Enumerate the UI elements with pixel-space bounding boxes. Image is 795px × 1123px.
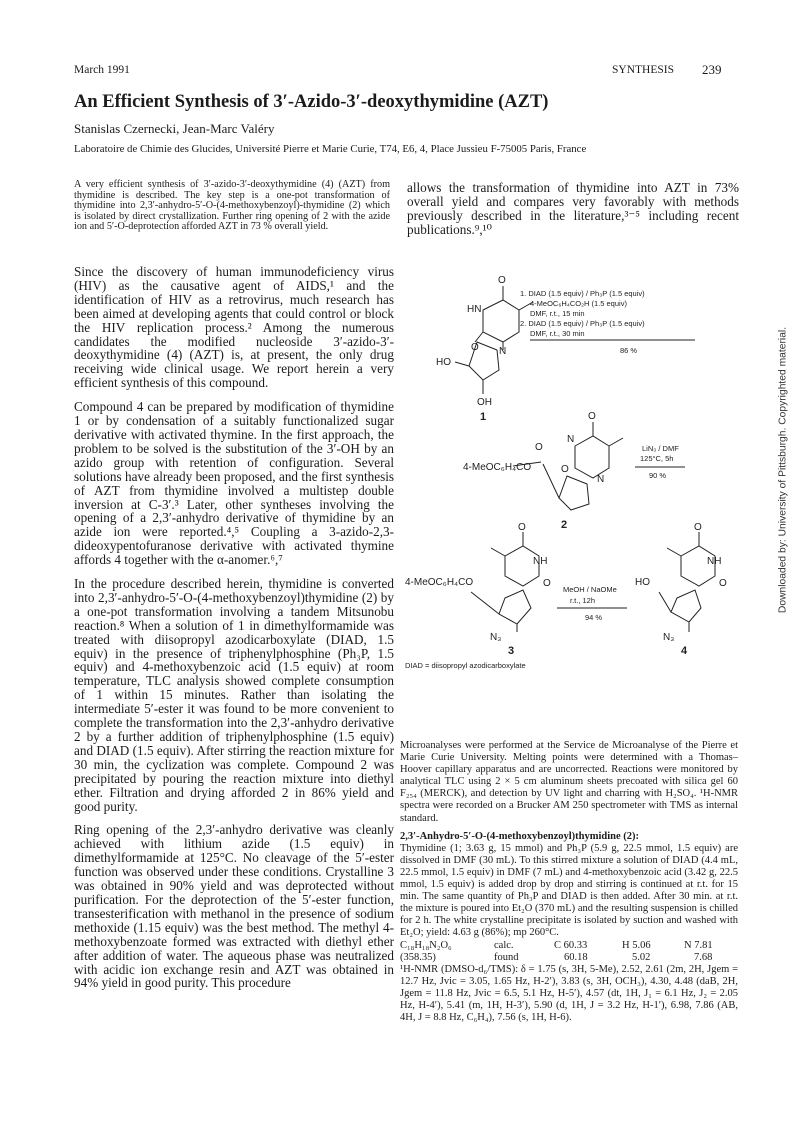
- compound-4-nh: NH: [707, 556, 722, 567]
- intro-continuation: allows the transformation of thymidine into AZT in 73% overall yield and compares very favorably with methods previously described in the literature,³⁻⁵ including recent publications.⁹,¹⁰: [407, 180, 739, 237]
- compound-4-ho: HO: [635, 577, 650, 588]
- compound-2-procedure: Thymidine (1; 3.63 g, 15 mmol) and Ph₃P (5.9 g, 22.5 mmol, 1.5 equiv) are dissolved in DMF (30 mL). To this stirred mixture a solution of DIAD (4.4 mL, 22.5 mmol, 1.5 equiv) in DMF (7 mL) and 4-methoxybenzoic acid (3.42 g, 22.5 mmol, 1.5 equiv) is added drop by drop and stirring is continued at r.t. for 15 min. The same quantity of Ph₃P and DIAD is then added. After 30 min. at r.t. the mixture is poured into Et₂O (370 mL) and the resulting suspension is chilled for 2 h. The white crystalline precipitate is isolated by suction and washed with Et₂O; yield: 4.63 g (86%); mp 260°C.: [400, 842, 738, 939]
- compound-2-carbonyl-o: O: [588, 411, 596, 422]
- cond3-line1: MeOH / NaOMe: [563, 585, 617, 594]
- compound-2-heading-text: 2,3′-Anhydro-5′-O-(4-methoxybenzoyl)thymidine (2):: [400, 830, 640, 842]
- compound-1-hn: HN: [467, 304, 482, 315]
- abstract: A very efficient synthesis of 3′-azido-3′-deoxythymidine (4) (AZT) from thymidine is described. The key step is a one-pot transformation of thymidine into 2,3′-anhydro-5′-O-(4-methoxybenzoyl)-thymidine (2) which is isolated by direct crystallization. Further ring opening of 2 with the azide ion and 5′-O-deprotection afforded AZT in 73 % overall yield.: [74, 179, 390, 233]
- calc-h: H 5.06: [622, 939, 651, 951]
- compound-4-o: O: [719, 578, 727, 589]
- compound-4-carbonyl-o: O: [694, 522, 702, 533]
- compound-1-carbonyl-o: O: [498, 275, 506, 286]
- compound-4-structure: [659, 532, 715, 632]
- compound-1-ho: HO: [436, 357, 451, 368]
- analysis-row-found: [400, 952, 738, 964]
- found-label: found: [494, 951, 519, 963]
- yield-3: 94 %: [585, 613, 603, 622]
- calc-c: C 60.33: [554, 939, 588, 951]
- compound-3-ester-group: 4-MeOC₆H₄CO: [405, 577, 474, 588]
- compound-label-1: 1: [480, 411, 487, 423]
- experimental-intro: Microanalyses were performed at the Service de Microanalyse of the Pierre et Marie Curie University. Melting points were determined with a Thomas–Hoover capillary apparatus and are uncorrected. Reactions were monitored by analytical TLC using 2 × 5 cm aluminum sheets precoated with silica gel 60 F₂₅₄ (MERCK), and detection by UV light and charring with H₂SO₄. ¹H-NMR spectra were recorded on a Brucker AM 250 spectrometer with TMS as internal standard.: [400, 740, 738, 824]
- cond3-line2: r.t., 12h: [570, 596, 596, 605]
- compound-label-2: 2: [561, 519, 568, 531]
- found-c: 60.18: [564, 951, 588, 963]
- molecular-formula: C₁₈H₁₈N₂O₆: [400, 939, 452, 951]
- header-page-number: 239: [702, 62, 722, 77]
- yield-1: 86 %: [620, 346, 638, 355]
- nmr-data: ¹H-NMR (DMSO-d₆/TMS): δ = 1.75 (s, 3H, 5-Me), 2.52, 2.61 (2m, 2H, Jgem = 12.7 Hz, Jvic = 3.05, 1.65 Hz, H-2′), 3.83 (s, 3H, OCH₃), 4.30, 4.48 (daB, 2H, Jgem = 11.8 Hz, Jvic = 6.5, 5.1 Hz, H-5′), 4.57 (dt, 1H, J₁ = 6.1 Hz, J₂ = 2.05 Hz, H-4′), 5.41 (m, 1H, H-3′), 5.90 (d, 1H, J = 3.2 Hz, H-1′), 6.98, 7.86 (AB, 4H, J = 8.8 Hz, C₆H₄), 7.56 (s, 1H, H-6).: [400, 963, 738, 1024]
- authors: Stanislas Czernecki, Jean-Marc Valéry: [74, 121, 275, 136]
- left-column: [74, 265, 394, 1000]
- compound-3-carbonyl-o: O: [518, 522, 526, 533]
- compound-label-4: 4: [681, 645, 688, 657]
- compound-3-o: O: [543, 578, 551, 589]
- step1-line3: DMF, r.t., 15 min: [530, 309, 585, 318]
- paragraph-intro: Since the discovery of human immunodeficiency virus (HIV) as the causative agent of AIDS,¹ and the identification of HIV as a retrovirus, much research has been aimed at developing agents that could control or block the HIV replication process.² Among the numerous candidates the modified nucleoside 3′-azido-3′-deoxythymidine (4) (AZT) is, at present, the only drug receiving wide clinical usage. We report herein a very efficient synthesis of this compound.: [74, 264, 394, 391]
- cond2-line2: 125°C, 5h: [640, 454, 674, 463]
- step1-line2: 4-MeOC₆H₄CO₂H (1.5 equiv): [530, 299, 627, 308]
- download-watermark-text: Downloaded by: University of Pittsburgh. Copyrighted material.: [777, 326, 789, 614]
- paragraph-ring-opening: Ring opening of the 2,3′-anhydro derivative was cleanly achieved with lithium azide (1.5 equiv) in dimethylformamide at 125°C. No cleavage of the 5′-ester function was observed under these conditions. Crystalline 3 was obtained in 90% yield and was deprotected without purification. For the deprotection of the 5′-ester function, transesterification with methanol in the presence of sodium methoxide (1.15 equiv) was the best method. The methyl 4-methoxybenzoate formed was extracted with diethyl ether after addition of water. The aqueous phase was neutralized with acidic ion exchange resin and AZT was obtained in 94% yield in good purity. This procedure: [74, 822, 394, 991]
- compound-3-structure: [471, 532, 539, 632]
- article-title: An Efficient Synthesis of 3′-Azido-3′-deoxythymidine (AZT): [74, 92, 549, 112]
- molecular-weight: (358.35): [400, 951, 436, 963]
- compound-2-ester-o: O: [535, 442, 543, 453]
- calc-n: N 7.81: [684, 939, 713, 951]
- scheme-footnote: DIAD = diisopropyl azodicarboxylate: [405, 661, 526, 670]
- compound-1-o2: O: [471, 342, 479, 353]
- affiliation: Laboratoire de Chimie des Glucides, Université Pierre et Marie Curie, T74, E6, 4, Place Jussieu F-75005 Paris, France: [74, 143, 587, 155]
- compound-1-structure: [455, 286, 533, 394]
- compound-2-o: O: [561, 464, 569, 475]
- header-journal: SYNTHESIS: [612, 64, 674, 76]
- step2-line1: 2. DIAD (1.5 equiv) / Ph₃P (1.5 equiv): [520, 319, 645, 328]
- compound-2-heading: [400, 831, 738, 843]
- compound-3-n3: N₃: [490, 632, 502, 643]
- step1-line1: 1. DIAD (1.5 equiv) / Ph₃P (1.5 equiv): [520, 289, 645, 298]
- found-h: 5.02: [632, 951, 651, 963]
- paragraph-procedure: In the procedure described herein, thymidine is converted into 2,3′-anhydro-5′-O-(4-methoxybenzoyl)thymidine (2) by a one-pot transformation involving a tandem Mitsunobu reaction.⁸ When a solution of 1 in dimethylformamide was treated with diisopropyl azodicarboxylate (DIAD, 1.5 equiv) in the presence of triphenylphosphine (Ph₃P, 1.5 equiv) and 4-methoxybenzoic acid (1.5 equiv) at room temperature, TLC analysis showed complete consumption of 1 within 15 minutes. Rather than isolating the intermediate 5′-ester it was found to be more convenient to complete the transformation into the 2,3′-anhydro derivative 2 by a further addition of triphenylphosphine (1.5 equiv) and DIAD (1.5 equiv). After stirring the reaction mixture for 30 min, the cyclization was complete. Compound 2 was precipitated by pouring the reaction mixture into diethyl ether. Filtration and drying afforded 2 in 86% yield and good purity.: [74, 576, 394, 814]
- found-n: 7.68: [694, 951, 713, 963]
- step2-line2: DMF, r.t., 30 min: [530, 329, 585, 338]
- calc-label: calc.: [494, 939, 514, 951]
- compound-2-n1: N: [597, 474, 605, 485]
- compound-2-ester-group: 4-MeOC₆H₄CO: [463, 462, 532, 473]
- paragraph-approaches: Compound 4 can be prepared by modification of thymidine 1 or by condensation of a suitably functionalized sugar derivative with activated thymine. In the first approach, the problem to be solved is the substitution of the 3′-OH by an azido group with retention of configuration. Several solutions have already been proposed, and the first synthesis of AZT from thymidine involved a multistep double inversion at C-3′.³ Later, other syntheses involving the opening of a 2,3′-anhydro derivative of thymidine by an azide ion were reported.⁴,⁵ Coupling a 3-azido-2,3-dideoxypentofuranose derivative with activated thymine affords 4 together with the α-anomer.⁶,⁷: [74, 399, 394, 568]
- compound-3-nh: NH: [533, 556, 548, 567]
- download-watermark: [773, 240, 793, 700]
- compound-1-n: N: [499, 346, 507, 357]
- compound-2-n: N: [567, 434, 575, 445]
- cond2-line1: LiN₃ / DMF: [642, 444, 679, 453]
- compound-label-3: 3: [508, 645, 515, 657]
- yield-2: 90 %: [649, 471, 667, 480]
- experimental-section: [400, 740, 738, 1030]
- compound-4-n3: N₃: [663, 632, 675, 643]
- compound-1-oh: OH: [477, 397, 492, 408]
- header-date: March 1991: [74, 64, 130, 76]
- reaction-scheme: [395, 270, 755, 670]
- analysis-row-calc: [400, 940, 738, 952]
